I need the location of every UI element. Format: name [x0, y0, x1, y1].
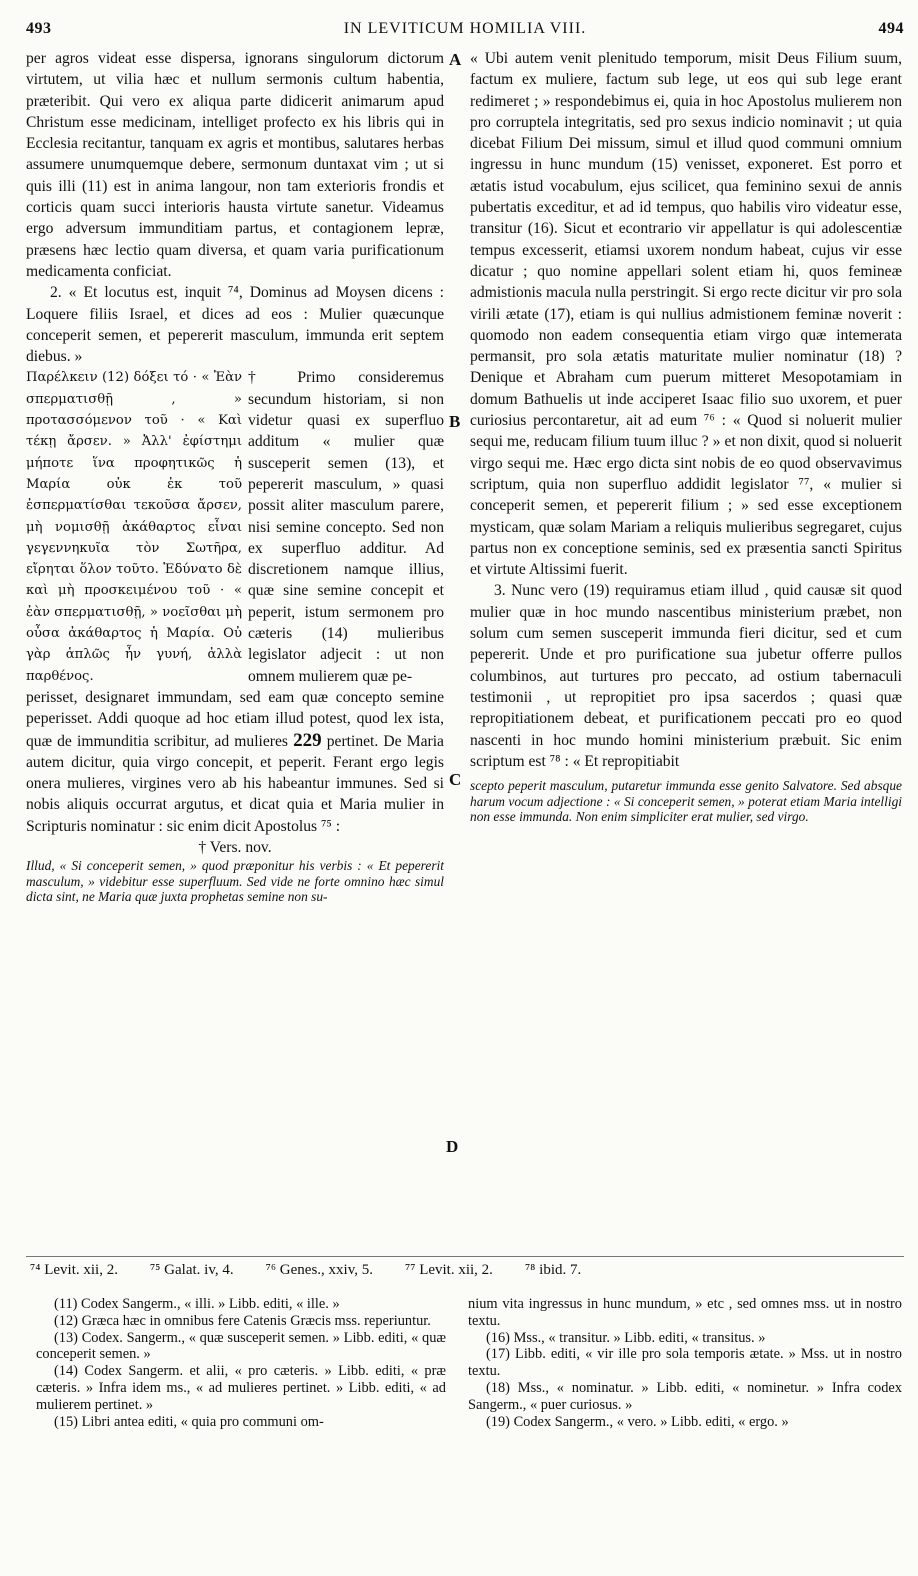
running-title: IN LEVITICUM HOMILIA VIII. [343, 20, 587, 37]
footnote: (16) Mss., « transitur. » Libb. editi, « transitus. » [486, 1329, 766, 1346]
reference: ⁷⁸ ibid. 7. [524, 1262, 582, 1278]
margin-marker-c: C [449, 770, 462, 789]
reference: ⁷⁷ Levit. xii, 2. [404, 1262, 493, 1278]
text-segment: pertinet. De Maria autem dicitur, quia virgo concepit, et peperit. Ferant ergo legis onera mulieres, virgines vero ab his habeantur immunes. Sed si nobis aliquis occurrat argutus, et dicat quia et Maria mulier in Scripturis nominatur : sic enim dicit Apostolus ⁷⁵ : [26, 732, 444, 835]
footnote: nium vita ingressus in hunc mundum, » etc , sed omnes mss. ut in nostro textu. [468, 1296, 902, 1329]
vers-nov-text: Illud, « Si conceperit semen, » quod præponitur his verbis : « Et pepererit masculum, » videbitur esse superfluum. Sed vide ne forte omnino hæc simul dicta sint, ne Maria quæ juxta prophetas semine non su- [26, 858, 444, 905]
left-column [26, 48, 444, 905]
footnote: (13) Codex. Sangerm., « quæ susceperit semen. » Libb. editi, « quæ conceperit semen. » [36, 1329, 446, 1363]
column-number: 229 [293, 729, 322, 751]
footnote: (17) Libb. editi, « vir ille pro sola temporis ætate. » Mss. ut in nostro textu. [468, 1346, 902, 1380]
footnote: (11) Codex Sangerm., « illi. » Libb. editi, « ille. » [54, 1296, 340, 1312]
footnote: (19) Codex Sangerm., « vero. » Libb. editi, « ergo. » [486, 1413, 789, 1430]
text-segment: perisset, designaret immundam, sed eam quæ concepto semine peperisset. Addi quoque ad hoc etiam illud potest, quod lex ista, quæ de immunditia scribitur, ad mulieres [26, 688, 444, 750]
footnote: (12) Græca hæc in omnibus fere Catenis Græcis mss. reperiuntur. [54, 1312, 431, 1329]
margin-marker-d: D [446, 1137, 459, 1156]
latin-text: † Primo consideremus secundum historiam, si non videtur quasi ex superfluo additum « mulier quæ susceperit semen (13), et pepererit masculum, » quasi possit aliter masculum parere, nisi semine concepto. Sed non ex superfluo additur. Ad discretionem namque illius, quæ sine semine concepit et peperit, istum sermonem pro cæteris (14) mulieribus legislator adjecit : ut non omnem mulierem quæ pe- [248, 369, 444, 685]
footnote: (18) Mss., « nominatur. » Libb. editi, « nominetur. » Infra codex Sangerm., « puer curiosus. » [468, 1379, 902, 1413]
greek-text: Παρέλκειν (12) δόξει τό · « Ἐὰν σπερματισθῇ , » προτασσόμενον τοῦ · « Καὶ τέκῃ ἄρσεν. » Ἀλλ' ἐφίστημι μήποτε ἵνα προφητικῶς ἡ Μαρία οὐκ ἐκ τοῦ ἐσπερματίσθαι τεκοῦσα ἄρσεν, μὴ νομισθῇ ἀκάθαρτος εἶναι γεγεννηκυῖα τὸν Σωτῆρα, εἴρηται ὅλον τοῦτο. Ἐδύνατο δὲ καὶ μὴ προσκειμένου τοῦ · « ἐὰν σπερματισθῇ, » νοεῖσθαι μὴ οὖσα ἀκάθαρτος ἡ Μαρία. Οὐ γὰρ ἁπλῶς ἦν γυνή, ἀλλὰ παρθένος. [26, 370, 242, 684]
reference: ⁷⁶ Genes., xxiv, 5. [265, 1262, 373, 1278]
page-number-right: 494 [878, 20, 904, 37]
reference: ⁷⁵ Galat. iv, 4. [149, 1262, 234, 1278]
footnote: (14) Codex Sangerm. et alii, « pro cæteris. » Libb. editi, « præ cæteris. » Infra idem ms., « ad mulieres pertinet. » Libb. editi, « ad mulierem pertinet. » [36, 1363, 446, 1413]
scripture-references [30, 1262, 900, 1279]
footnote-divider [26, 1256, 904, 1257]
paragraph [26, 687, 444, 837]
page-number-left: 493 [26, 20, 52, 37]
vers-nov-text: scepto peperit masculum, putaretur immunda esse genito Salvatore. Sed absque harum vocum adjectione : « Si conceperit semen, » poterat etiam Maria intelligi non esse immunda. Non enim simpliciter erat mulier, sed virgo. [470, 778, 902, 825]
paragraph: « Ubi autem venit plenitudo temporum, misit Deus Filium suum, factum ex muliere, factum sub lege, ut eos qui sub lege erant redimeret ; » respondebimus ei, quia in hoc Apostolus mulierem non pro corruptela integritatis, sed pro sexus indicio nominavit ; ut quia dicebat Filium Dei missum, simul et illud quod communi omnium ingressu in hunc mundum (15) venisset, exponeret. Est porro et ætatis istud vocabulum, ejus scilicet, qua feminino sexui de annis pubertatis exceditur, et ad id tempus, quo habilis viro videatur esse, transitur (16). Sicut et econtrario vir appellatur is qui adolescentiæ tempus excesserit, etiamsi uxorem nondum habeat, cujus vir esse dicatur ; quo nomine appellari solent etiam hi, quos femineæ admistionis macula nulla perstringit. Si ergo recte dicitur vir pro sola virili ætate (17), etiam is qui nullius admistionem feminæ noverit : quomodo non eadem consequentia etiam virgo quæ intemerata permansit, pro sola ætatis maturitate mulier nominatur (18) ? Denique et Abraham cum puerum mitteret Mesopotamiam in domum Bathuelis ut inde acciperet Isaac filio suo uxorem, et puer curiosius percontaretur, ait ad eum ⁷⁶ : « Quod si noluerit mulier sequi me, reducam filium tuum illuc ? » et non dixit, quod si noluerit virgo sequi me. Hæc ergo dicta sint nobis de eo quod observavimus scriptum, quia non superfluo addidit legislator ⁷⁷, « mulier si conceperit semen, et pepererit filium ; » sed esse exceptionem mysticam, quæ solam Mariam a reliquis mulieribus segregaret, cujus partus non ex conceptione seminis, sed ex præsentia sancti Spiritus et virtute Altissimi fuerit. [470, 50, 902, 579]
parallel-columns [26, 367, 444, 686]
right-column [470, 48, 902, 825]
margin-marker-b: B [449, 412, 461, 431]
paragraph: 3. Nunc vero (19) requiramus etiam illud , quid causæ sit quod mulier quæ in hoc mundo nascentibus ministerium præbet, non solum cum semen susceperit immunda fieri dicitur, sed et cum pepererit. Unde et pro purificatione sua jubetur offerre pullos columbinos, aut turtures pro peccato, ad ostium tabernaculi testimonii , ut repropitiet pro ipsa sacerdos ; quasi quæ repropitiationem debeat, et purificationem peccati pro eo quod nascenti in hoc mundo homini ministerium præbuit. Sic enim scriptum est ⁷⁸ : « Et repropitiabit [470, 582, 902, 770]
vers-nov-title: † Vers. nov. [198, 838, 272, 856]
footnote: (15) Libri antea editi, « quia pro communi om- [54, 1413, 324, 1430]
reference: ⁷⁴ Levit. xii, 2. [30, 1262, 118, 1278]
footnotes-left [36, 1296, 446, 1430]
margin-marker-a: A [449, 50, 462, 69]
running-header [26, 20, 904, 44]
paragraph: per agros videat esse dispersa, ignorans singulorum dictorum virtutem, ut vilia hæc et nullum sermonis cultum habentia, præteribit. Qui vero ex aliqua parte didicerit animarum apud Christum esse medicinam, intelliget profecto ex his libris qui in Ecclesia recitantur, tanquam ex agris et montibus, salutares herbas assumere unumquemque debere, sermonum duntaxat vim ; ut si quis illi (11) est in anima langour, non tam exterioris frondis et corticis quam succi interioris hausta virtute sanetur. Videamus ergo adversum immunditiam partus, et contagionem lepræ, præsens hæc lectio quam diversa, et quam varia purificationum medicamenta conficiat. [26, 50, 444, 280]
paragraph: 2. « Et locutus est, inquit ⁷⁴, Dominus ad Moysen dicens : Loquere filiis Israel, et dices ad eos : Mulier quæcunque conceperit semen, et pepererit masculum, immunda erit septem diebus. » [26, 284, 444, 366]
footnotes-right [468, 1296, 902, 1430]
